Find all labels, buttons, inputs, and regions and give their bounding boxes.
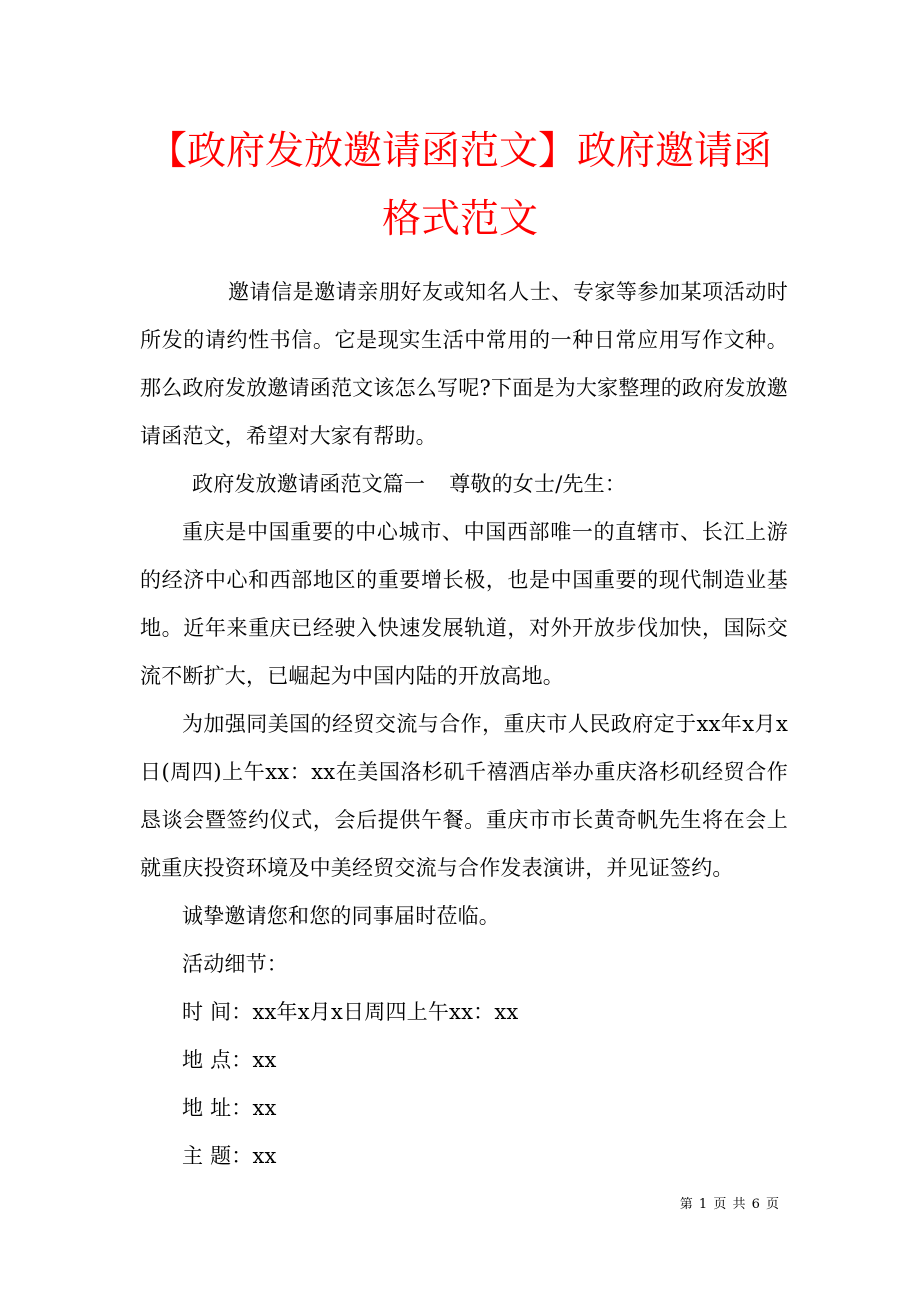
section-heading: 政府发放邀请函范文篇一: [192, 472, 426, 496]
detail-topic: 主 题：xx: [182, 1144, 277, 1168]
document-title: 【政府发放邀请函范文】政府邀请函格式范文: [147, 129, 772, 242]
city-intro-paragraph: 重庆是中国重要的中心城市、中国西部唯一的直辖市、长江上游的经济中心和西部地区的重要增长极，也是中国重要的现代制造业基地。近年来重庆已经驶入快速发展轨道，对外开放步伐加快，国际交流不断扩大，已崛起为中国内陆的开放高地。: [140, 520, 788, 688]
detail-place: 地 点：xx: [182, 1048, 277, 1072]
section-heading-line: [140, 460, 788, 508]
event-paragraph: 为加强同美国的经贸交流与合作，重庆市人民政府定于xx年x月x日(周四)上午xx：xx在美国洛杉矶千禧酒店举办重庆洛杉矶经贸合作恳谈会暨签约仪式，会后提供午餐。重庆市市长黄奇帆先生将在会上就重庆投资环境及中美经贸交流与合作发表演讲，并见证签约。: [140, 712, 788, 880]
page-number-footer: 第 1 页 共 6 页: [679, 1197, 780, 1212]
detail-time: 时 间：xx年x月x日周四上午xx：xx: [182, 1000, 519, 1024]
invitation-paragraph: 诚挚邀请您和您的同事届时莅临。: [182, 904, 500, 928]
document-body: [140, 268, 788, 1180]
intro-paragraph: 邀请信是邀请亲朋好友或知名人士、专家等参加某项活动时所发的请约性书信。它是现实生活中常用的一种日常应用写作文种。那么政府发放邀请函范文该怎么写呢?下面是为大家整理的政府发放邀请函范文，希望对大家有帮助。: [140, 280, 788, 448]
detail-address: 地 址：xx: [182, 1096, 277, 1120]
details-heading: 活动细节：: [182, 952, 288, 976]
salutation: 尊敬的女士/先生：: [449, 472, 627, 496]
